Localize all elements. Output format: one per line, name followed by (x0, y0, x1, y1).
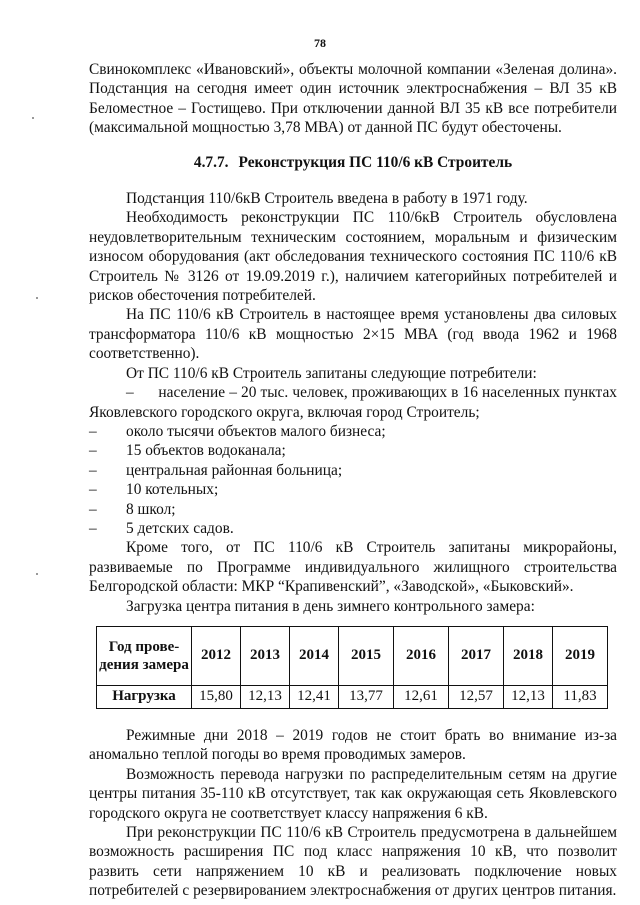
table-year-cell: 2012 (192, 626, 241, 685)
table-value-cell: 13,77 (339, 685, 394, 708)
paragraph-transfer: Возможность перевода нагрузки по распределительным сетям на другие центры питания 35-110 кВ отсутствует, так как окружающая сеть Яковлевского городского округа не соответствует классу напряжения 6 кВ. (89, 765, 617, 822)
paragraph-transformers: На ПС 110/6 кВ Строитель в настоящее время установлены два силовых трансформатора 110/6 кВ мощностью 2×15 МВА (год ввода 1962 и 1968 соответственно). (89, 306, 617, 363)
list-item (89, 441, 617, 460)
list-item (89, 422, 617, 441)
list-item-text: 15 объектов водоканала; (126, 442, 286, 460)
table-value-cell: 12,13 (504, 685, 553, 708)
dash-marker: – (89, 442, 97, 460)
paragraph-consumers-intro: От ПС 110/6 кВ Строитель запитаны следующие потребители: (126, 364, 537, 382)
table-value-cell: 12,13 (241, 685, 290, 708)
list-item-text: центральная районная больница; (126, 461, 343, 479)
table-value-cell: 12,41 (290, 685, 339, 708)
table-year-cell: 2013 (241, 626, 290, 685)
paragraph-commissioning: Подстанция 110/6кВ Строитель введена в работу в 1971 году. (126, 190, 528, 208)
section-title: Реконструкция ПС 110/6 кВ Строитель (238, 153, 513, 171)
table-value-cell: 15,80 (192, 685, 241, 708)
dash-marker: – (89, 461, 97, 479)
table-year-cell: 2018 (504, 626, 553, 685)
dash-marker: – (89, 519, 97, 537)
list-item-text: население – 20 тыс. человек, проживающих в 16 населенных пунктах Яковлевского городского округа, включая город Строитель; (89, 384, 617, 421)
table-value-cell: 12,57 (449, 685, 504, 708)
list-item-text: 5 детских садов. (126, 519, 234, 537)
table-value-cell: 12,61 (394, 685, 449, 708)
page-number: 78 (314, 36, 326, 50)
document-body (89, 60, 617, 901)
table-year-cell: 2015 (339, 626, 394, 685)
table-header-label: Год прове-дения замера (97, 626, 192, 685)
paragraph-reconstruction-plan: При реконструкции ПС 110/6 кВ Строитель предусмотрена в дальнейшем возможность расширения ПС под класс напряжения 10 кВ, что позволит развить сети напряжением 10 кВ и реализовать подключение новых потребителей с резервированием электроснабжения от других центров питания. (89, 824, 617, 900)
table-header-row (97, 626, 608, 685)
paragraph-microdistricts: Кроме того, от ПС 110/6 кВ Строитель запитаны микрорайоны, развиваемые по Программе индивидуального жилищного строительства Белгородской области: МКР “Крапивенский”, «Заводской», «Быковский». (89, 539, 617, 596)
table-year-cell: 2014 (290, 626, 339, 685)
section-heading (89, 153, 617, 172)
load-table (96, 626, 608, 709)
table-year-cell: 2019 (553, 626, 608, 685)
paragraph-regime-days: Режимные дни 2018 – 2019 годов не стоит брать во внимание из-за аномально теплой погоды во время проводимых замеров. (89, 726, 617, 764)
list-item (89, 383, 617, 422)
section-number: 4.7.7. (193, 153, 229, 171)
list-item (89, 461, 617, 480)
scan-speck (36, 573, 38, 575)
scan-speck (32, 117, 34, 119)
dash-marker: – (89, 481, 97, 499)
list-item (89, 500, 617, 519)
dash-marker: – (126, 384, 134, 402)
list-item (89, 519, 617, 538)
table-year-cell: 2017 (449, 626, 504, 685)
consumers-list (89, 383, 617, 538)
dash-marker: – (89, 422, 97, 440)
table-year-cell: 2016 (394, 626, 449, 685)
list-item (89, 480, 617, 499)
list-item-text: 8 школ; (126, 500, 176, 518)
scan-speck (36, 297, 38, 299)
list-item-text: 10 котельных; (126, 481, 219, 499)
table-row (97, 685, 608, 708)
table-row-label: Нагрузка (97, 685, 192, 708)
dash-marker: – (89, 500, 97, 518)
intro-paragraph: Свинокомплекс «Ивановский», объекты молочной компании «Зеленая долина». Подстанция на сегодня имеет один источник электроснабжения – ВЛ 35 кВ Беломестное – Гостищево. При отключении данной ВЛ 35 кВ все потребители (максимальной мощностью 3,78 МВА) от данной ПС будут обесточены. (89, 61, 617, 137)
list-item-text: около тысячи объектов малого бизнеса; (126, 422, 386, 440)
table-value-cell: 11,83 (553, 685, 608, 708)
paragraph-load-intro: Загрузка центра питания в день зимнего контрольного замера: (126, 597, 535, 615)
paragraph-necessity: Необходимость реконструкции ПС 110/6кВ Строитель обусловлена неудовлетворительным техническим состоянием, моральным и физическим износом оборудования (акт обследования технического состояния ПС 110/6 кВ Строитель № 3126 от 19.09.2019 г.), наличием категорийных потребителей и рисков обесточения потребителей. (89, 209, 617, 305)
